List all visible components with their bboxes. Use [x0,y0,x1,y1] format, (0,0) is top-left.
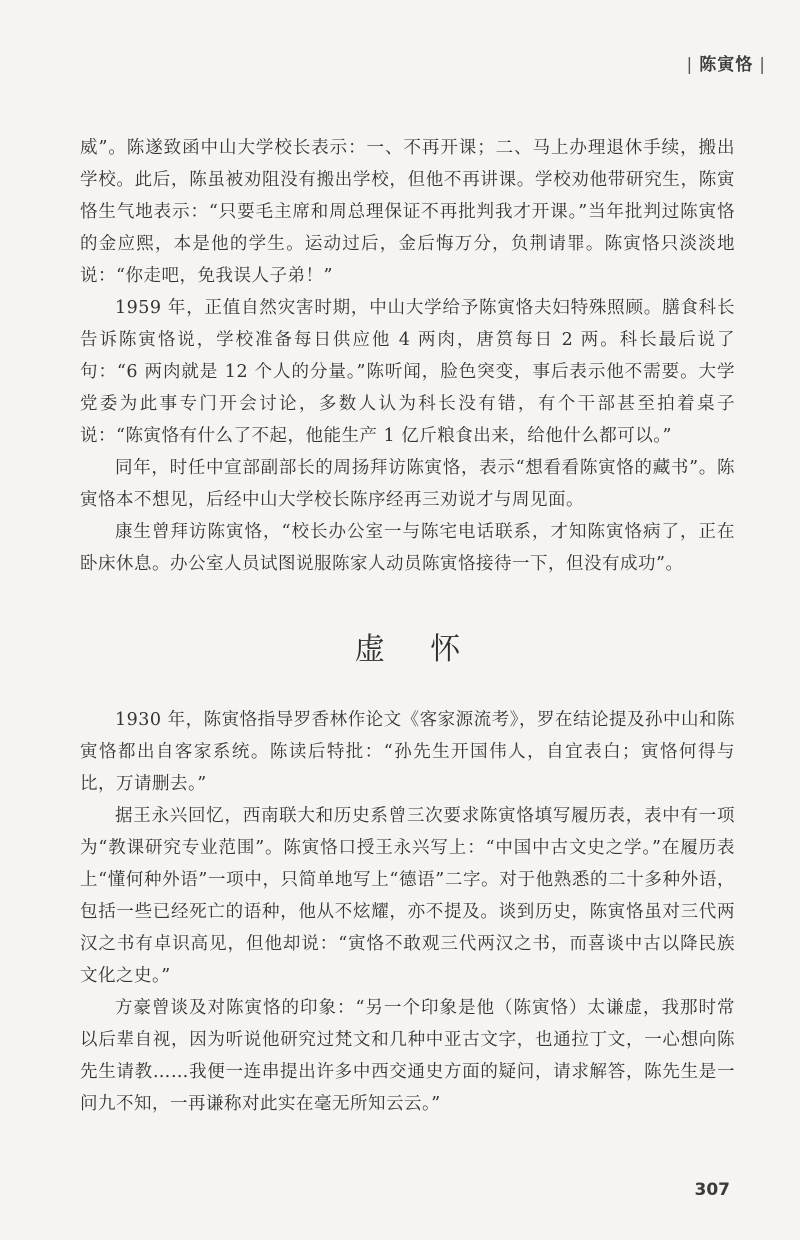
paragraph: 威”。陈遂致函中山大学校长表示：一、不再开课；二、马上办理退休手续，搬出学校。此后，陈虽被劝阻没有搬出学校，但他不再讲课。学校劝他带研究生，陈寅恪生气地表示：“只要毛主席和周总理保证不再批判我才开课。”当年批判过陈寅恪的金应熙，本是他的学生。运动过后，金后悔万分，负荆请罪。陈寅恪只淡淡地说：“你走吧，免我误人子弟！” [80,138,735,286]
running-title: 陈寅恪 [699,55,754,75]
header-bar-right: | [759,55,766,75]
paragraph: 1959 年，正值自然灾害时期，中山大学给予陈寅恪夫妇特殊照顾。膳食科长告诉陈寅恪说，学校准备每日供应他 4 两肉，唐筼每日 2 两。科长最后说了句：“6 两肉就是 12 个人的分量。”陈听闻，脸色突变，事后表示他不需要。大学党委为此事专门开会讨论，多数人认为科长没有错，有个干部甚至拍着桌子说：“陈寅恪有什么了不起，他能生产 1 亿斤粮食出来，给他什么都可以。” [80,298,735,446]
header-bar-left: | [686,55,694,75]
paragraph: 康生曾拜访陈寅恪，“校长办公室一与陈宅电话联系，才知陈寅恪病了，正在卧床休息。办公室人员试图说服陈家人动员陈寅恪接待一下，但没有成功”。 [80,522,735,574]
paragraph: 据王永兴回忆，西南联大和历史系曾三次要求陈寅恪填写履历表，表中有一项为“教课研究专业范围”。陈寅恪口授王永兴写上：“中国中古文史之学。”在履历表上“懂何种外语”一项中，只简单地写上“德语”二字。对于他熟悉的二十多种外语，包括一些已经死亡的语种，他从不炫耀，亦不提及。谈到历史，陈寅恪虽对三代两汉之书有卓识高见，但他却说：“寅恪不敢观三代两汉之书，而喜谈中古以降民族文化之史。” [80,806,735,986]
section-title: 虚 怀 [354,632,479,667]
paragraph: 方豪曾谈及对陈寅恪的印象：“另一个印象是他（陈寅恪）太谦虚，我那时常以后辈自视，因为听说他研究过梵文和几种中亚古文字，也通拉丁文，一心想向陈先生请教……我便一连串提出许多中西交通史方面的疑问，请求解答，陈先生是一问九不知，一再谦称对此实在毫无所知云云。” [80,998,735,1114]
running-header [681,50,772,75]
page-number: 307 [694,1180,730,1200]
paragraph: 同年，时任中宣部副部长的周扬拜访陈寅恪，表示“想看看陈寅恪的藏书”。陈寅恪本不想见，后经中山大学校长陈序经再三劝说才与周见面。 [80,458,735,510]
page-body [80,132,735,1120]
paragraph: 1930 年，陈寅恪指导罗香林作论文《客家源流考》，罗在结论提及孙中山和陈寅恪都出自客家系统。陈读后特批：“孙先生开国伟人，自宜表白；寅恪何得与比，万请删去。” [80,710,735,794]
